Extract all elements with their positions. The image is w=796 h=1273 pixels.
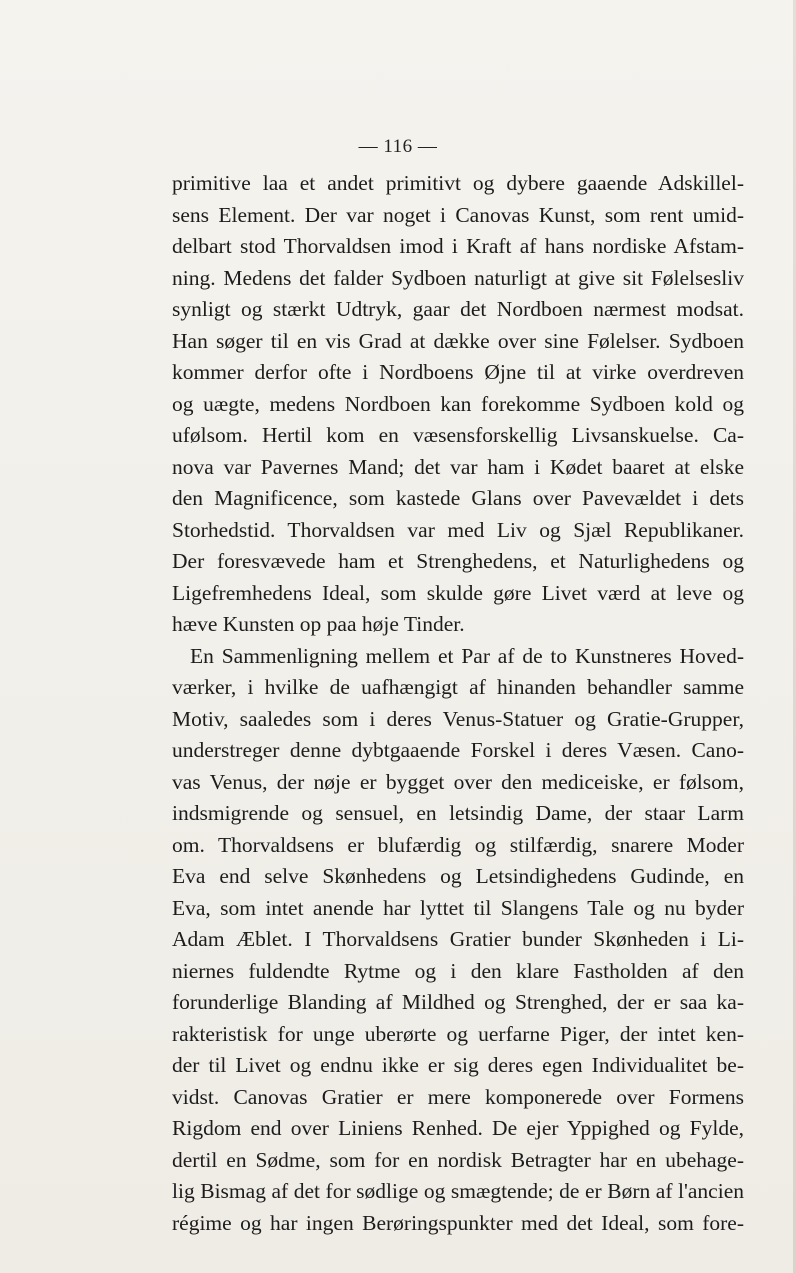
text-line: og uægte, medens Nordboen kan forekomme Sydboen kold og [172, 391, 744, 416]
text-line: værker, i hvilke de uafhængigt af hinanden behandler samme [172, 675, 744, 699]
text-line: régime og har ingen Berøringspunkter med det Ideal, som fore- [172, 1210, 744, 1235]
text-line: Motiv, saaledes som i deres Venus-Statuer og Gratie-Grupper, [172, 706, 744, 731]
text-line: Han søger til en vis Grad at dække over sine Følelser. Sydboen [172, 328, 744, 353]
text-line: hæve Kunsten op paa høje Tinder. [172, 612, 465, 636]
text-line: der til Livet og endnu ikke er sig deres egen Individualitet be- [172, 1053, 744, 1077]
text-line: ufølsom. Hertil kom en væsensforskellig Livsanskuelse. Ca- [172, 423, 744, 447]
text-line: sens Element. Der var noget i Canovas Kunst, som rent umid- [172, 202, 744, 227]
text-line: Eva end selve Skønhedens og Letsindighedens Gudinde, en [172, 864, 744, 888]
text-line: om. Thorvaldsens er blufærdig og stilfærdig, snarere Moder [172, 832, 744, 857]
text-line: rakteristisk for unge uberørte og uerfarne Piger, der intet ken- [172, 1021, 744, 1046]
text-line: synligt og stærkt Udtryk, gaar det Nordboen nærmest modsat. [172, 297, 744, 321]
text-line: Rigdom end over Liniens Renhed. De ejer Yppighed og Fylde, [172, 1116, 744, 1140]
text-line: kommer derfor ofte i Nordboens Øjne til at virke overdreven [172, 360, 744, 384]
text-line: dertil en Sødme, som for en nordisk Betragter har en ubehage- [172, 1147, 744, 1172]
text-line: Eva, som intet anende har lyttet til Slangens Tale og nu byder [172, 895, 744, 920]
text-line: Storhedstid. Thorvaldsen var med Liv og Sjæl Republikaner. [172, 517, 744, 542]
text-line: den Magnificence, som kastede Glans over Pavevældet i dets [172, 486, 744, 510]
text-line: En Sammenligning mellem et Par af de to Kunstneres Hoved- [190, 643, 744, 668]
text-line: understreger denne dybtgaaende Forskel i deres Væsen. Cano- [172, 738, 744, 762]
text-line: primitive laa et andet primitivt og dybere gaaende Adskillel- [172, 171, 744, 195]
text-line: vas Venus, der nøje er bygget over den mediceiske, er følsom, [172, 769, 744, 794]
text-line: lig Bismag af det for sødlige og smægtende; de er Børn af l'ancien [172, 1179, 744, 1203]
text-line: delbart stod Thorvaldsen imod i Kraft af hans nordiske Afstam- [172, 234, 744, 258]
page-number: — 116 — [358, 136, 438, 157]
text-line: indsmigrende og sensuel, en letsindig Dame, der staar Larm [172, 801, 744, 825]
text-line: Ligefremhedens Ideal, som skulde gøre Livet værd at leve og [172, 580, 744, 605]
text-line: Der foresvævede ham et Strenghedens, et Naturlighedens og [172, 549, 744, 573]
text-line: ning. Medens det falder Sydboen naturligt at give sit Følelsesliv [172, 265, 744, 290]
text-line: Adam Æblet. I Thorvaldsens Gratier bunder Skønheden i Li- [172, 927, 744, 951]
body-text [172, 168, 744, 1239]
text-line: forunderlige Blanding af Mildhed og Strenghed, der er saa ka- [172, 990, 744, 1014]
text-line: nova var Pavernes Mand; det var ham i Kødet baaret at elske [172, 454, 744, 479]
text-line: niernes fuldendte Rytme og i den klare Fastholden af den [172, 958, 744, 983]
text-line: vidst. Canovas Gratier er mere komponerede over Formens [172, 1084, 744, 1109]
